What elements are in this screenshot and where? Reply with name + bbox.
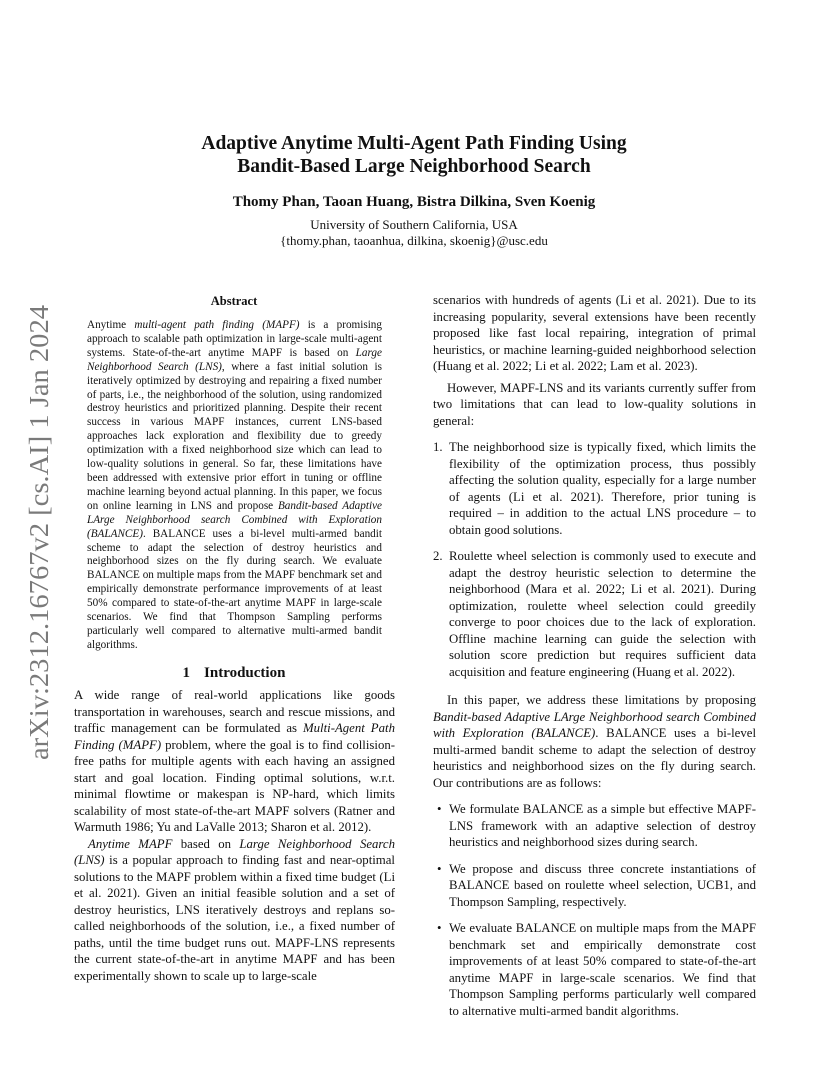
- intro-paragraph-5: [433, 692, 756, 791]
- intro-p1-text-2: problem, where the goal is to find collision-free paths for multiple agents with each having an assigned start and goal location. Finding optimal solutions, w.r.t. minimal flowtime or makespan is NP-hard, which limits scalability of most state-of-the-art MAPF solvers (Ratner and Warmuth 1986; Yu and LaValle 2013; Sharon et al. 2012).: [74, 737, 396, 834]
- intro-p5-text-1: In this paper, we address these limitations by proposing: [447, 693, 756, 707]
- contribution-text: We evaluate BALANCE on multiple maps from the MAPF benchmark set and empirically demonstrate cost improvements of at least 50% compared to state-of-the-art anytime MAPF in large-scale scenarios. We find that Thompson Sampling performs particularly well compared to alternative multi-armed bandit algorithms.: [449, 921, 756, 1018]
- contribution-text: We propose and discuss three concrete instantiations of BALANCE based on roulette wheel selection, UCB1, and Thompson Sampling, respectively.: [449, 861, 756, 909]
- abstract-emph-2: Large Neighborhood Search (LNS): [87, 346, 382, 373]
- author-emails: {thomy.phan, taoanhua, dilkina, skoenig}@usc.edu: [280, 233, 548, 248]
- intro-p2-emph-1: Anytime MAPF: [88, 836, 173, 851]
- paper-title-line-1: Adaptive Anytime Multi-Agent Path Finding Using: [201, 133, 627, 154]
- abstract-emph-1: multi-agent path finding (MAPF): [134, 319, 300, 331]
- limitations-list: [433, 439, 756, 680]
- limitation-text: The neighborhood size is typically fixed, which limits the flexibility of the optimization process, thus possibly affecting the solution quality, especially for a large number of agents (Li et al. 2021). Therefore, prior tuning is required – in addition to the actual LNS procedure – to obtain good solutions.: [449, 440, 756, 537]
- section-heading-introduction: [74, 665, 394, 682]
- abstract-text-3: , where a fast initial solution is iteratively optimized by destroying and repairing a fixed number of parts, i.e., the neighborhood of the solution, using randomized destroy heuristics and prioritized planning. Despite their recent success in various MAPF instances, current LNS-based approaches lack exploration and flexibility due to greedy optimization with a fixed neighborhood size which can lead to low-quality solutions in general. So far, these limitations have been addressed with extensive prior effort in tuning or offline machine learning beyond actual planning. In this paper, we focus on online learning in LNS and propose: [87, 360, 382, 512]
- intro-p1-text-1: A wide range of real-world applications like goods transportation in warehouses, search and rescue missions, and traffic management can be formulated as: [74, 688, 395, 735]
- section-title: Introduction: [204, 665, 286, 681]
- intro-paragraph-2: [74, 836, 395, 985]
- contribution-text: We formulate BALANCE as a simple but effective MAPF-LNS framework with an adaptive selection of destroy heuristics and neighborhood sizes during search.: [449, 802, 756, 849]
- intro-paragraph-3: scenarios with hundreds of agents (Li et al. 2021). Due to its increasing popularity, several extensions have been recently proposed like fast local repairing, integration of primal heuristics, or machine learning-guided neighborhood selection (Huang et al. 2022; Li et al. 2022; Lam et al. 2023).: [433, 293, 756, 373]
- section-number: 1: [182, 665, 191, 681]
- paper-title-line-2: Bandit-Based Large Neighborhood Search: [237, 156, 591, 177]
- intro-p1-emph-1: Multi-Agent Path Finding (MAPF): [74, 721, 395, 752]
- abstract-text-1: Anytime: [87, 319, 135, 331]
- author-list: Thomy Phan, Taoan Huang, Bistra Dilkina, Sven Koenig: [232, 194, 596, 210]
- intro-p5-text-2: . BALANCE uses a bi-level multi-armed bandit scheme to adapt the selection of destroy heuristics and neighborhood sizes on the fly during search. Our contributions are as follows:: [433, 726, 756, 790]
- abstract-emph-3: Bandit-based Adaptive LArge Neighborhood search Combined with Exploration (BALANCE): [87, 499, 383, 540]
- limitation-item: [433, 439, 756, 538]
- intro-p2-emph-2: Large Neighborhood Search (LNS): [74, 836, 396, 867]
- arxiv-identifier-stamp: [23, 305, 55, 760]
- bullet-icon: •: [437, 921, 442, 935]
- abstract-text-2: is a promising approach to scalable path optimization in large-scale multi-agent systems. State-of-the-art anytime MAPF is based on: [87, 319, 382, 359]
- contributions-list: [433, 801, 756, 1019]
- bullet-icon: •: [437, 802, 442, 816]
- abstract-text-4: . BALANCE uses a bi-level multi-armed bandit scheme to adapt the selection of destroy heuristics and neighborhood sizes on the fly during search. We evaluate BALANCE on multiple maps from the MAPF benchmark set and empirically demonstrate performance improvements of at least 50% compared to state-of-the-art anytime MAPF in large-scale scenarios. We find that Thompson Sampling performs particularly well compared to alternative multi-armed bandit algorithms.: [87, 527, 382, 651]
- intro-p5-emph-1: Bandit-based Adaptive LArge Neighborhood search Combined with Exploration (BALANCE): [433, 709, 756, 740]
- intro-p2-text-2: is a popular approach to finding fast and near-optimal solutions to the MAPF problem within a fixed time budget (Li et al. 2021). Given an initial feasible solution and a set of destroy heuristics, LNS iteratively destroys and replans so-called neighborhoods of the solution, i.e., a fixed number of paths, until the time budget runs out. MAPF-LNS represents the current state-of-the-art in anytime MAPF and has been experimentally shown to scale up to large-scale: [74, 853, 395, 983]
- contribution-item: [433, 801, 756, 851]
- left-column-body: [74, 687, 395, 984]
- affiliation-block: [100, 217, 728, 249]
- abstract-heading: Abstract: [210, 294, 258, 308]
- abstract-body: [87, 319, 382, 653]
- affiliation: University of Southern California, USA: [310, 217, 518, 232]
- limitation-text: Roulette wheel selection is commonly used to execute and adapt the destroy heuristic selection to determine the neighborhood (Mara et al. 2022; Li et al. 2021). During optimization, roulette wheel selection could greedily converge to poor choices due to the lack of exploration. Offline machine learning can guide the selection with solution score prediction but requires sufficient data acquisition and feature engineering (Huang et al. 2022).: [449, 549, 756, 679]
- intro-paragraph-1: [74, 687, 395, 836]
- bullet-icon: •: [437, 861, 442, 876]
- intro-paragraph-4: However, MAPF-LNS and its variants currently suffer from two limitations that can lead to low-quality solutions in general:: [433, 380, 756, 428]
- contribution-item: [433, 920, 756, 1019]
- limitation-marker: 2.: [433, 549, 443, 563]
- limitation-item: [433, 548, 756, 680]
- paper-title: [100, 132, 728, 178]
- contribution-item: [433, 861, 756, 911]
- arxiv-id-text: arXiv:2312.16767v2 [cs.AI] 1 Jan 2024: [23, 321, 54, 760]
- limitation-marker: 1.: [433, 440, 443, 454]
- intro-p2-text-1: based on: [172, 836, 240, 851]
- right-column-body: [433, 292, 756, 1029]
